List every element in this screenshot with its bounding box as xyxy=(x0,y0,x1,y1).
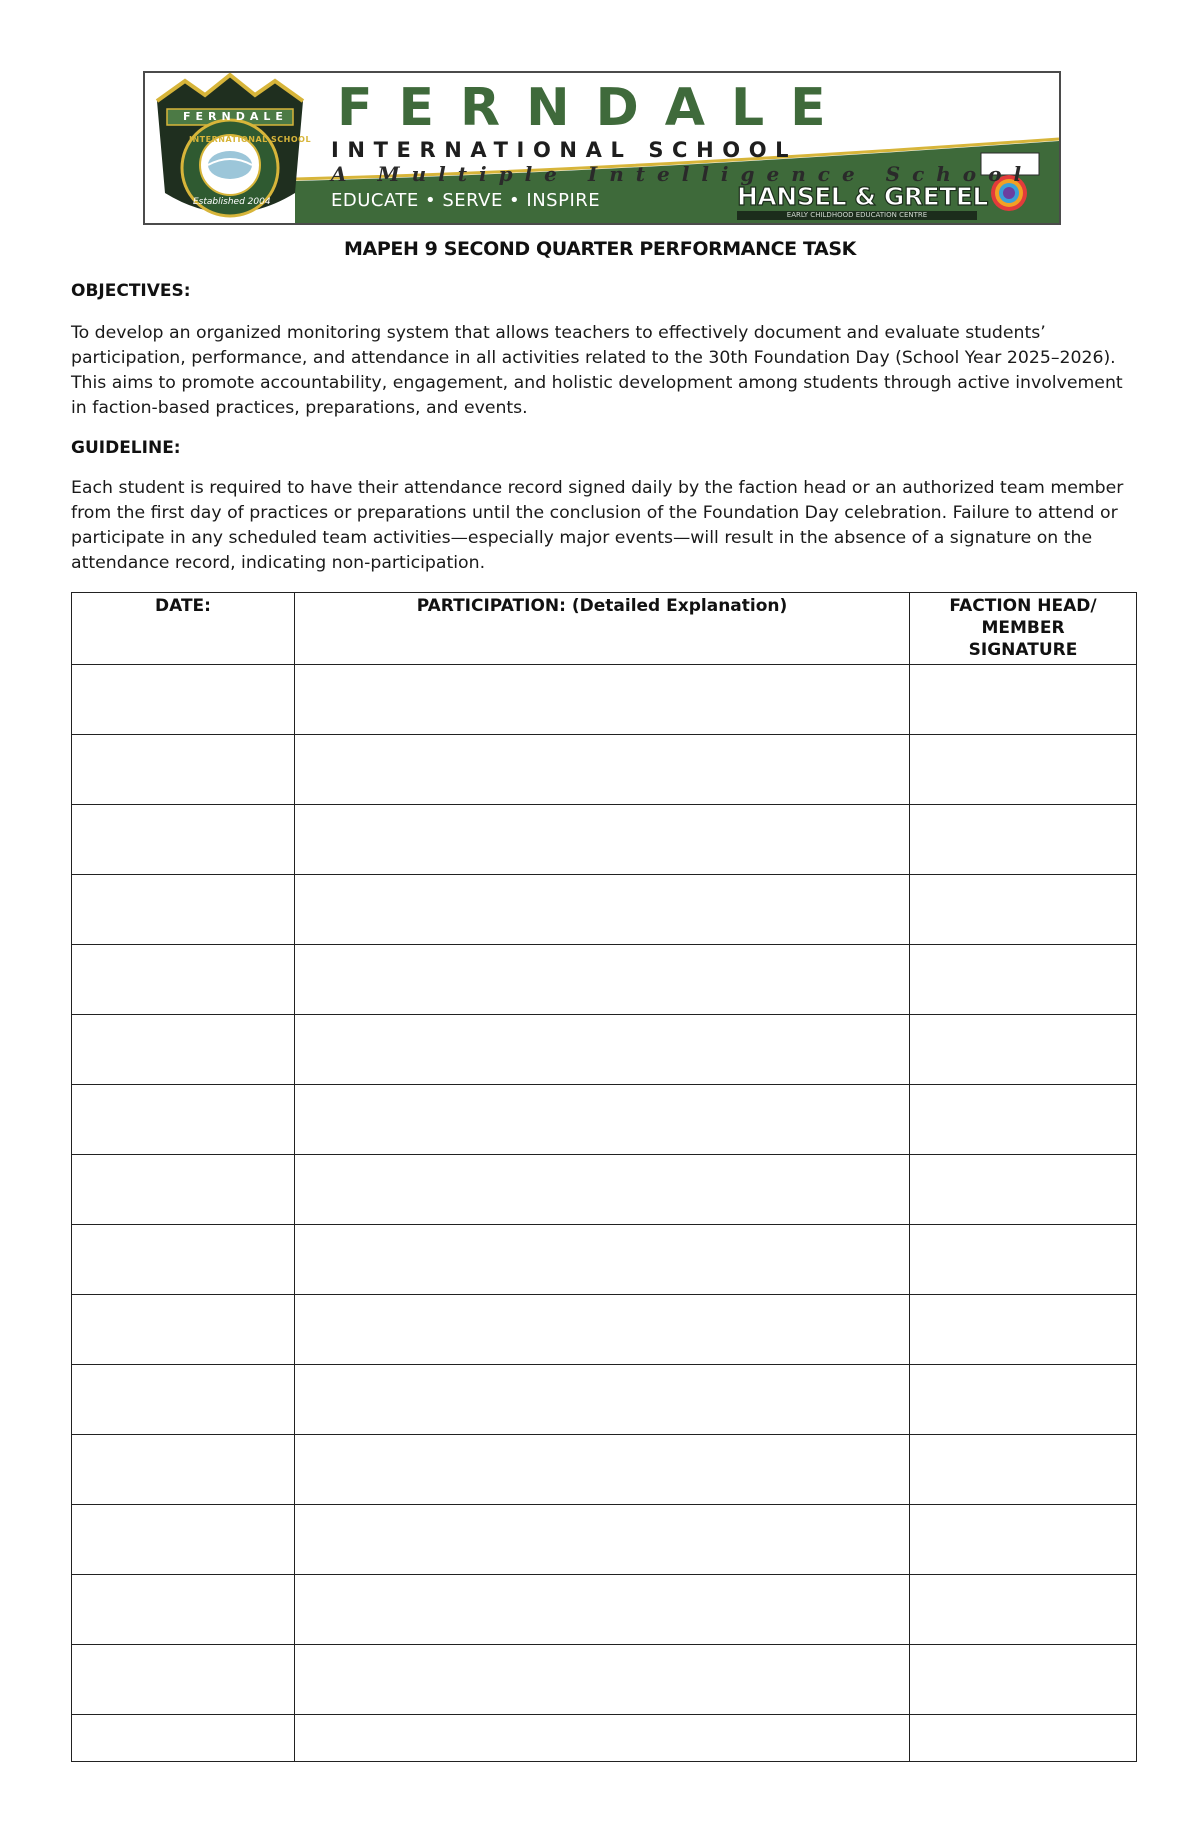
signature-cell xyxy=(910,1435,1137,1505)
seal-ring-text: INTERNATIONAL SCHOOL xyxy=(189,135,312,144)
date-cell xyxy=(72,805,295,875)
date-cell xyxy=(72,665,295,735)
table-row xyxy=(72,875,1137,945)
partner-subtitle: EARLY CHILDHOOD EDUCATION CENTRE xyxy=(737,211,977,220)
attendance-table xyxy=(71,592,1137,1762)
table-row xyxy=(72,805,1137,875)
table-row xyxy=(72,1015,1137,1085)
signature-cell xyxy=(910,1295,1137,1365)
seal-top-text: FERNDALE xyxy=(183,110,288,123)
date-cell xyxy=(72,1505,295,1575)
table-header-row xyxy=(72,593,1137,665)
date-cell xyxy=(72,945,295,1015)
signature-cell xyxy=(910,1085,1137,1155)
guideline-text: Each student is required to have their attendance record signed daily by the faction head or an authorized team member from the first day of practices or preparations until the conclusion of the Foundation Day celebration. Failure to attend or participate in any scheduled team activities—especially major events—will result in the absence of a signature on the attendance record, indicating non-participation. xyxy=(71,478,1124,573)
date-cell xyxy=(72,1645,295,1715)
date-cell xyxy=(72,1085,295,1155)
table-row xyxy=(72,1225,1137,1295)
date-cell xyxy=(72,1015,295,1085)
signature-cell xyxy=(910,1715,1137,1762)
attendance-table-body xyxy=(72,665,1137,1762)
objectives-text: To develop an organized monitoring system that allows teachers to effectively document and evaluate students’ participation, performance, and attendance in all activities related to the 30th Foundation Day (School Year 2025–2026). This aims to promote accountability, engagement, and holistic development among students through active involvement in faction-based practices, preparations, and events. xyxy=(71,323,1123,418)
school-subtitle: INTERNATIONAL SCHOOL xyxy=(331,138,798,162)
signature-cell xyxy=(910,1015,1137,1085)
table-row xyxy=(72,1435,1137,1505)
objectives-heading: OBJECTIVES: xyxy=(71,281,191,301)
table-row xyxy=(72,1715,1137,1762)
seal-bottom-text: Established 2004 xyxy=(193,197,271,207)
signature-cell xyxy=(910,805,1137,875)
date-cell xyxy=(72,735,295,805)
date-cell xyxy=(72,1715,295,1762)
signature-cell xyxy=(910,735,1137,805)
participation-cell xyxy=(295,1015,910,1085)
table-row xyxy=(72,665,1137,735)
participation-cell xyxy=(295,1365,910,1435)
date-cell xyxy=(72,1435,295,1505)
participation-cell xyxy=(295,1645,910,1715)
date-cell xyxy=(72,1295,295,1365)
participation-cell xyxy=(295,735,910,805)
signature-cell xyxy=(910,945,1137,1015)
table-row xyxy=(72,1575,1137,1645)
school-tagline: A Multiple Intelligence School xyxy=(331,162,1034,186)
signature-cell xyxy=(910,1155,1137,1225)
signature-header-line-3: SIGNATURE xyxy=(968,640,1078,660)
partner-name: HANSEL & GRETEL xyxy=(737,182,988,211)
signature-cell xyxy=(910,1365,1137,1435)
date-column-header: DATE: xyxy=(72,593,295,665)
signature-cell xyxy=(910,1575,1137,1645)
signature-cell xyxy=(910,875,1137,945)
document-title: MAPEH 9 SECOND QUARTER PERFORMANCE TASK xyxy=(344,238,856,260)
participation-column-header: PARTICIPATION: (Detailed Explanation) xyxy=(295,593,910,665)
table-row xyxy=(72,1155,1137,1225)
participation-cell xyxy=(295,1295,910,1365)
date-cell xyxy=(72,1365,295,1435)
participation-cell xyxy=(295,1715,910,1762)
table-row xyxy=(72,1365,1137,1435)
participation-cell xyxy=(295,945,910,1015)
table-row xyxy=(72,1645,1137,1715)
table-row xyxy=(72,1085,1137,1155)
signature-cell xyxy=(910,1225,1137,1295)
table-row xyxy=(72,945,1137,1015)
signature-cell xyxy=(910,1505,1137,1575)
table-row xyxy=(72,1295,1137,1365)
signature-cell xyxy=(910,1645,1137,1715)
participation-cell xyxy=(295,1435,910,1505)
participation-cell xyxy=(295,1225,910,1295)
signature-header-line-1: FACTION HEAD/ xyxy=(949,596,1097,616)
participation-cell xyxy=(295,1085,910,1155)
participation-cell xyxy=(295,1575,910,1645)
school-name: FERNDALE xyxy=(337,78,852,138)
table-row xyxy=(72,735,1137,805)
participation-cell xyxy=(295,665,910,735)
signature-cell xyxy=(910,665,1137,735)
participation-cell xyxy=(295,875,910,945)
participation-cell xyxy=(295,1155,910,1225)
school-motto: EDUCATE • SERVE • INSPIRE xyxy=(331,190,601,211)
table-row xyxy=(72,1505,1137,1575)
date-cell xyxy=(72,1575,295,1645)
participation-cell xyxy=(295,1505,910,1575)
signature-header-line-2: MEMBER xyxy=(981,618,1065,638)
date-cell xyxy=(72,875,295,945)
date-cell xyxy=(72,1155,295,1225)
participation-cell xyxy=(295,805,910,875)
signature-column-header xyxy=(910,593,1137,665)
school-banner xyxy=(143,71,1061,225)
guideline-heading: GUIDELINE: xyxy=(71,438,181,458)
date-cell xyxy=(72,1225,295,1295)
